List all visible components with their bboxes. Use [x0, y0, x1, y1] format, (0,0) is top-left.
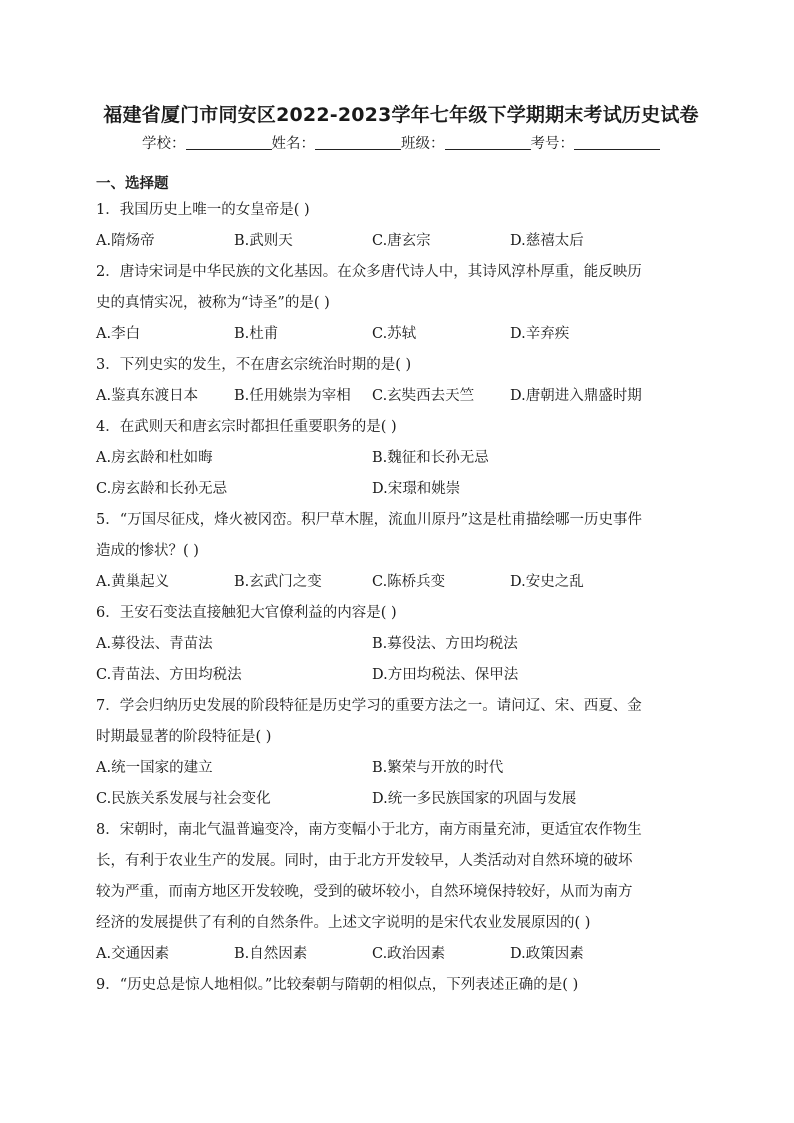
class-label: 班级：: [401, 136, 445, 152]
option-row: [96, 443, 706, 474]
option-row: [96, 629, 706, 660]
name-blank[interactable]: [315, 135, 401, 150]
answer-option[interactable]: C.青苗法、方田均税法: [96, 667, 242, 683]
school-label: 学校：: [142, 136, 186, 152]
exam-title: 福建省厦门市同安区2022-2023学年七年级下学期期末考试历史试卷: [103, 104, 699, 126]
answer-option[interactable]: B.繁荣与开放的时代: [372, 760, 504, 776]
answer-option[interactable]: A.李白: [96, 326, 141, 342]
option-row: [96, 567, 706, 598]
answer-option[interactable]: C.陈桥兵变: [372, 574, 446, 590]
student-info-row: [96, 131, 706, 157]
name-label: 姓名：: [271, 136, 315, 152]
answer-option[interactable]: A.交通因素: [96, 946, 170, 962]
option-row: [96, 784, 706, 815]
option-row: [96, 660, 706, 691]
answer-option[interactable]: C.房玄龄和长孙无忌: [96, 481, 228, 497]
question-stem-line: 6．王安石变法直接触犯大官僚利益的内容是( ): [96, 605, 397, 621]
answer-option[interactable]: C.苏轼: [372, 326, 417, 342]
question-block: [96, 350, 706, 412]
question-stem-line: 较为严重，而南方地区开发较晚，受到的破坏较小，自然环境保持较好，从而为南方: [96, 884, 633, 900]
question-block: [96, 195, 706, 257]
question-block: [96, 257, 706, 350]
number-blank[interactable]: [574, 135, 660, 150]
exam-page: [96, 100, 706, 1001]
question-stem-line: 1．我国历史上唯一的女皇帝是( ): [96, 202, 310, 218]
question-block: [96, 505, 706, 598]
option-row: [96, 939, 706, 970]
option-row: [96, 381, 706, 412]
answer-option[interactable]: D.辛弃疾: [510, 326, 570, 342]
question-block: [96, 412, 706, 505]
answer-option[interactable]: B.武则天: [234, 233, 293, 249]
answer-option[interactable]: B.任用姚崇为宰相: [234, 388, 351, 404]
class-blank[interactable]: [445, 135, 531, 150]
option-row: [96, 319, 706, 350]
answer-option[interactable]: C.政治因素: [372, 946, 446, 962]
question-block: [96, 598, 706, 691]
answer-option[interactable]: A.黄巢起义: [96, 574, 170, 590]
school-blank[interactable]: [186, 135, 272, 150]
answer-option[interactable]: A.鉴真东渡日本: [96, 388, 199, 404]
answer-option[interactable]: A.隋炀帝: [96, 233, 155, 249]
answer-option[interactable]: D.唐朝进入鼎盛时期: [510, 388, 642, 404]
answer-option[interactable]: D.慈禧太后: [510, 233, 584, 249]
question-stem-line: 7．学会归纳历史发展的阶段特征是历史学习的重要方法之一。请问辽、宋、西夏、金: [96, 698, 642, 714]
answer-option[interactable]: D.统一多民族国家的巩固与发展: [372, 791, 577, 807]
question-stem-line: 造成的惨状？( ): [96, 543, 199, 559]
question-stem-line: 长，有利于农业生产的发展。同时，由于北方开发较早，人类活动对自然环境的破坏: [96, 853, 633, 869]
option-row: [96, 474, 706, 505]
question-stem-line: 9．“历史总是惊人地相似。”比较秦朝与隋朝的相似点，下列表述正确的是( ): [96, 977, 579, 993]
answer-option[interactable]: D.政策因素: [510, 946, 584, 962]
question-block: [96, 970, 706, 1001]
question-stem-line: 史的真情实况，被称为“诗圣”的是( ): [96, 295, 330, 311]
question-block: [96, 691, 706, 815]
answer-option[interactable]: A.房玄龄和杜如晦: [96, 450, 213, 466]
answer-option[interactable]: A.统一国家的建立: [96, 760, 213, 776]
answer-option[interactable]: D.宋璟和姚崇: [372, 481, 461, 497]
option-row: [96, 226, 706, 257]
question-stem-line: 3．下列史实的发生，不在唐玄宗统治时期的是( ): [96, 357, 412, 373]
section-heading: 一、选择题: [96, 176, 169, 192]
question-stem-line: 时期最显著的阶段特征是( ): [96, 729, 272, 745]
answer-option[interactable]: B.杜甫: [234, 326, 279, 342]
answer-option[interactable]: C.唐玄宗: [372, 233, 431, 249]
answer-option[interactable]: B.自然因素: [234, 946, 308, 962]
answer-option[interactable]: A.募役法、青苗法: [96, 636, 213, 652]
answer-option[interactable]: B.募役法、方田均税法: [372, 636, 518, 652]
answer-option[interactable]: C.民族关系发展与社会变化: [96, 791, 271, 807]
answer-option[interactable]: D.方田均税法、保甲法: [372, 667, 519, 683]
answer-option[interactable]: D.安史之乱: [510, 574, 584, 590]
question-list: [96, 195, 706, 1001]
question-stem-line: 4．在武则天和唐玄宗时都担任重要职务的是( ): [96, 419, 397, 435]
question-stem-line: 5．“万国尽征戍，烽火被冈峦。积尸草木腥，流血川原丹”这是杜甫描绘哪一历史事件: [96, 512, 643, 528]
answer-option[interactable]: B.玄武门之变: [234, 574, 322, 590]
number-label: 考号：: [530, 136, 574, 152]
answer-option[interactable]: B.魏征和长孙无忌: [372, 450, 489, 466]
answer-option[interactable]: C.玄奘西去天竺: [372, 388, 475, 404]
question-stem-line: 2．唐诗宋词是中华民族的文化基因。在众多唐代诗人中，其诗风淳朴厚重，能反映历: [96, 264, 642, 280]
question-stem-line: 8．宋朝时，南北气温普遍变冷，南方变幅小于北方，南方雨量充沛，更适宜农作物生: [96, 822, 642, 838]
question-stem-line: 经济的发展提供了有利的自然条件。上述文字说明的是宋代农业发展原因的( ): [96, 915, 591, 931]
option-row: [96, 753, 706, 784]
question-block: [96, 815, 706, 970]
